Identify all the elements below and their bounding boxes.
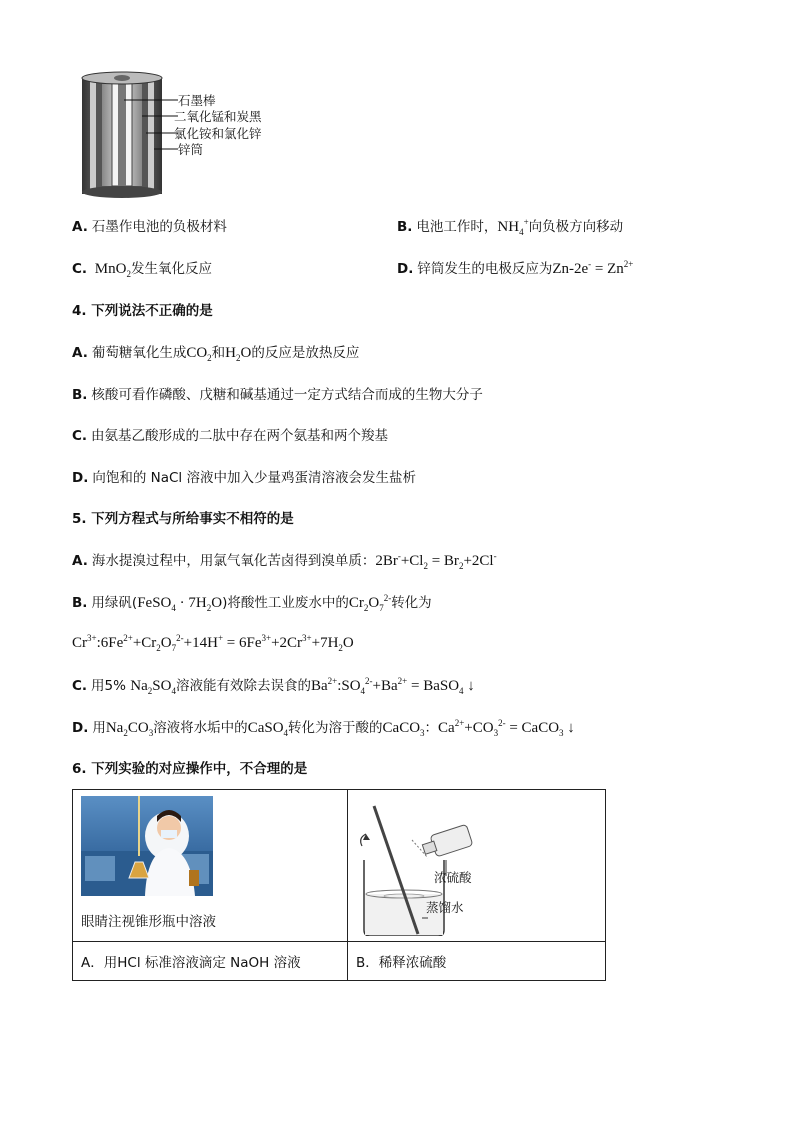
q4-option-d: D. 向饱和的 NaCl 溶液中加入少量鸡蛋清溶液会发生盐析 — [72, 470, 416, 486]
q4-option-b: B. 核酸可看作磷酸、戊糖和碱基通过一定方式结合而成的生物大分子 — [72, 387, 483, 403]
q6-stem: 6. 下列实验的对应操作中，不合理的是 — [72, 761, 308, 777]
q6-a-caption: 眼睛注视锥形瓶中溶液 — [81, 914, 216, 930]
q5-option-a: A. 海水提溴过程中，用氯气氧化苦卤得到溴单质：$2Br^-+Cl_2 = Br_2+2Cl^-$ — [72, 551, 497, 571]
q3-option-d: D. 锌筒发生的电极反应为$Zn-2e^- = Zn^{2+}$ — [397, 259, 634, 277]
leader-lines — [124, 96, 180, 156]
q5-option-b: B. 用绿矾(FeSO$_4$ · $7H_2O$)将酸性工业废水中的$Cr_2O_7^{2-}$转化为 — [72, 593, 432, 613]
q5-option-b-equation: $Cr^{3+}:6Fe^{2+}+Cr_2O_7^{2-}+14H^+ = 6Fe^{3+}+2Cr^{3+}+7H_2O$ — [72, 633, 354, 653]
q6-cell-a-image — [73, 790, 348, 942]
battery-label-graphite: 石墨棒 — [178, 93, 216, 108]
q6-option-a-label: A．用HCl 标准溶液滴定 NaOH 溶液 — [73, 942, 348, 981]
q4-option-a: A. 葡萄糖氧化生成$CO_2$和$H_2O$的反应是放热反应 — [72, 345, 360, 363]
battery-label-zinc: 锌筒 — [178, 142, 204, 157]
q5-option-c: C. 用5% $Na_2SO_4$溶液能有效除去误食的$Ba^{2+}:SO_4^{2-}+Ba^{2+}$ = BaSO$_4$ ↓ — [72, 676, 475, 696]
conc-sulfuric-label: 浓硫酸 — [434, 870, 472, 885]
q4-stem: 4. 下列说法不正确的是 — [72, 303, 213, 319]
q3-option-b: B. 电池工作时，$NH_4^+$向负极方向移动 — [397, 217, 624, 237]
battery-figure — [80, 70, 280, 200]
q5-option-d: D. 用$Na_2CO_3$溶液将水垢中的CaSO$_4$转化为溶于酸的CaCO$_3$：$Ca^{2+}+CO_3^{2-}$ = CaCO$_3$ ↓ — [72, 718, 575, 738]
q6-cell-b-image — [348, 790, 606, 942]
titration-photo — [81, 796, 213, 896]
q3-option-a: A. 石墨作电池的负极材料 — [72, 219, 227, 235]
q6-experiment-table — [72, 789, 606, 981]
battery-label-mno2: 二氧化锰和炭黑 — [174, 109, 262, 124]
battery-label-nh4cl: 氯化铵和氯化锌 — [174, 126, 262, 141]
q3-option-c: C. MnO$_2$发生氧化反应 — [72, 261, 212, 279]
distilled-water-label: 蒸馏水 — [426, 900, 464, 915]
q5-stem: 5. 下列方程式与所给事实不相符的是 — [72, 511, 294, 527]
q4-option-c: C. 由氨基乙酸形成的二肽中存在两个氨基和两个羧基 — [72, 428, 389, 444]
q6-option-b-label: B．稀释浓硫酸 — [348, 942, 606, 981]
